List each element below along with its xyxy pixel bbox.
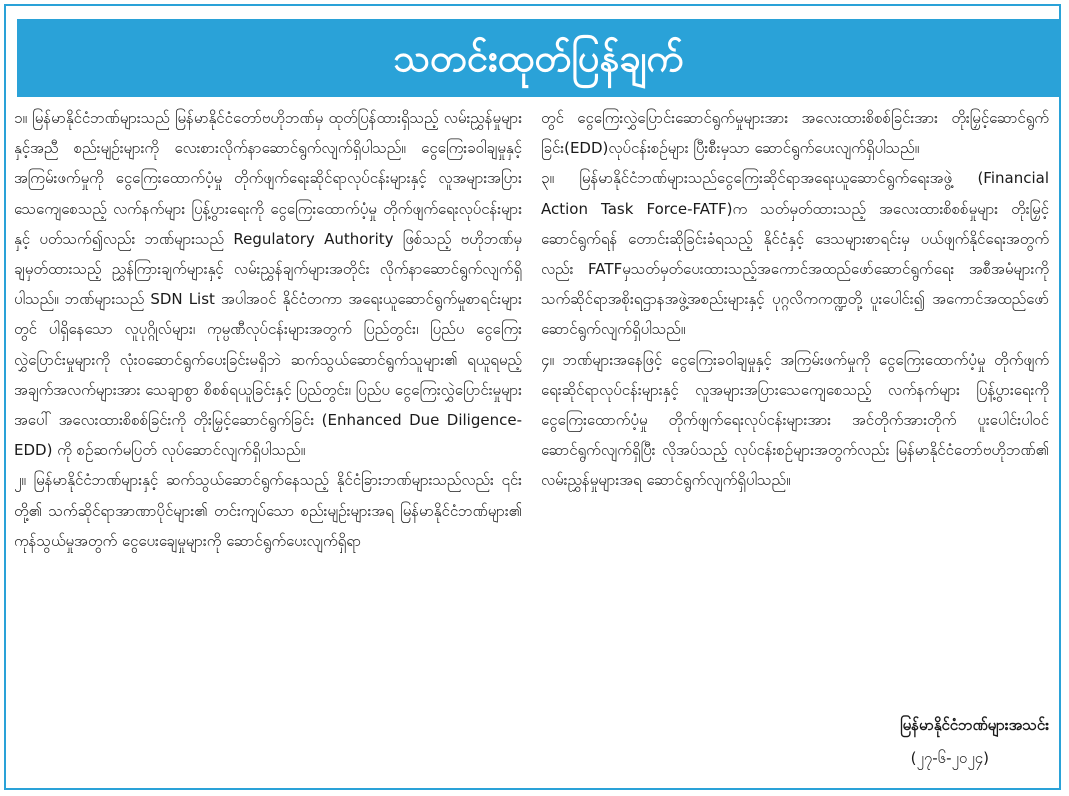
title-banner [17,19,1060,97]
left-column [14,103,522,781]
signature-organization: မြန်မာနိုင်ငံဘဏ်များအသင်း [900,716,1049,734]
notice-title: သတင်းထုတ်ပြန်ချက် [393,36,684,80]
paragraph-2-continued: တွင် ငွေကြေးလွှဲပြောင်းဆောင်ရွက်မှုများအား အလေးထားစိစစ်ခြင်းအား တိုးမြှင့်ဆောင်ရွက်ခြင်း(EDD)လုပ်ငန်းစဉ်များ ပြီးစီးမှသာ ဆောင်ရွက်ပေးလျက်ရှိပါသည်။ [541,109,1049,158]
paragraph-2: ၂။ မြန်မာနိုင်ငံဘဏ်များနှင့် ဆက်သွယ်ဆောင်ရွက်နေသည့် နိုင်ငံခြားဘဏ်များသည်လည်း ၎င်းတို့၏ သက်ဆိုင်ရာအာဏာပိုင်များ၏ တင်းကျပ်သော စည်းမျဉ်းများအရ မြန်မာနိုင်ငံဘဏ်များ၏ ကုန်သွယ်မှုအတွက် ငွေပေးချေမှုများကို ဆောင်ရွက်ပေးလျက်ရှိရာ [14,471,522,550]
paragraph-1: ၁။ မြန်မာနိုင်ငံဘဏ်များသည် မြန်မာနိုင်ငံတော်ဗဟိုဘဏ်မှ ထုတ်ပြန်ထားရှိသည့် လမ်းညွှန်မှုများနှင့်အညီ စည်းမျဉ်းများကို လေးစားလိုက်နာဆောင်ရွက်လျက်ရှိပါသည်။ ငွေကြေးခဝါချမှုနှင့် အကြမ်းဖက်မှုကို ငွေကြေးထောက်ပံ့မှု တိုက်ဖျက်ရေးဆိုင်ရာလုပ်ငန်းများနှင့် လူအများအပြား သေကျေစေသည့် လက်နက်များ ပြန့်ပွားရေးကို ငွေကြေးထောက်ပံ့မှု တိုက်ဖျက်ရေးလုပ်ငန်းများနှင့် ပတ်သက်၍လည်း ဘဏ်များသည် Regulatory Authority ဖြစ်သည့် ဗဟိုဘဏ်မှ ချမှတ်ထားသည့် ညွှန်ကြားချက်များနှင့် လမ်းညွှန်ချက်များအတိုင်း လိုက်နာဆောင်ရွက်လျက်ရှိပါသည်။ ဘဏ်များသည် SDN List အပါအဝင် နိုင်ငံတကာ အရေးယူဆောင်ရွက်မှုစာရင်းများတွင် ပါရှိနေသော လူပုဂ္ဂိုလ်များ၊ ကုမ္ပဏီလုပ်ငန်းများအတွက် ပြည်တွင်း၊ ပြည်ပ ငွေကြေးလွှဲပြောင်းမှုများကို လုံးဝဆောင်ရွက်ပေးခြင်းမရှိဘဲ ဆက်သွယ်ဆောင်ရွက်သူများ၏ ရယူရမည့် အချက်အလက်များအား သေချာစွာ စိစစ်ရယူခြင်းနှင့် ပြည်တွင်း၊ ပြည်ပ ငွေကြေးလွှဲပြောင်းမှုများအပေါ် အလေးထားစိစစ်ခြင်းကို တိုးမြှင့်ဆောင်ရွက်ခြင်း (Enhanced Due Diligence-EDD) ကို စဉ်ဆက်မပြတ် လုပ်ဆောင်လျက်ရှိပါသည်။ [14,109,522,460]
signature-date: (၂၇-၆-၂၀၂၄) [910,749,989,767]
paragraph-3: ၃။ မြန်မာနိုင်ငံဘဏ်များသည်ငွေကြေးဆိုင်ရာအရေးယူဆောင်ရွက်ရေးအဖွဲ့ (Financial Action Task Force-FATF)က သတ်မှတ်ထားသည့် အလေးထားစိစစ်မှုများ တိုးမြှင့်ဆောင်ရွက်ရန် တောင်းဆိုခြင်းခံရသည့် နိုင်ငံနှင့် ဒေသများစာရင်းမှ ပယ်ဖျက်နိုင်ရေးအတွက်လည်း FATFမှသတ်မှတ်ပေးထားသည့်အကောင်အထည်ဖော်ဆောင်ရွက်ရေး အစီအမံများကို သက်ဆိုင်ရာအစိုးရဌာနအဖွဲ့အစည်းများနှင့် ပုဂ္ဂလိကကဏ္ဍတို့ ပူးပေါင်း၍ အကောင်အထည်ဖော်ဆောင်ရွက်လျက်ရှိပါသည်။ [541,169,1049,339]
paragraph-4: ၄။ ဘဏ်များအနေဖြင့် ငွေကြေးခဝါချမှုနှင့် အကြမ်းဖက်မှုကို ငွေကြေးထောက်ပံ့မှု တိုက်ဖျက်ရေးဆိုင်ရာလုပ်ငန်းများနှင့် လူအများအပြားသေကျေစေသည့် လက်နက်များ ပြန့်ပွားရေးကို ငွေကြေးထောက်ပံ့မှု တိုက်ဖျက်ရေးလုပ်ငန်းများအား အင်တိုက်အားတိုက် ပူးပေါင်းပါဝင်ဆောင်ရွက်လျက်ရှိပြီး လိုအပ်သည့် လုပ်ငန်းစဉ်များအတွက်လည်း မြန်မာနိုင်ငံတော်ဗဟိုဘဏ်၏ လမ်းညွှန်မှုများအရ ဆောင်ရွက်လျက်ရှိပါသည်။ [541,350,1049,490]
right-column [541,103,1049,781]
